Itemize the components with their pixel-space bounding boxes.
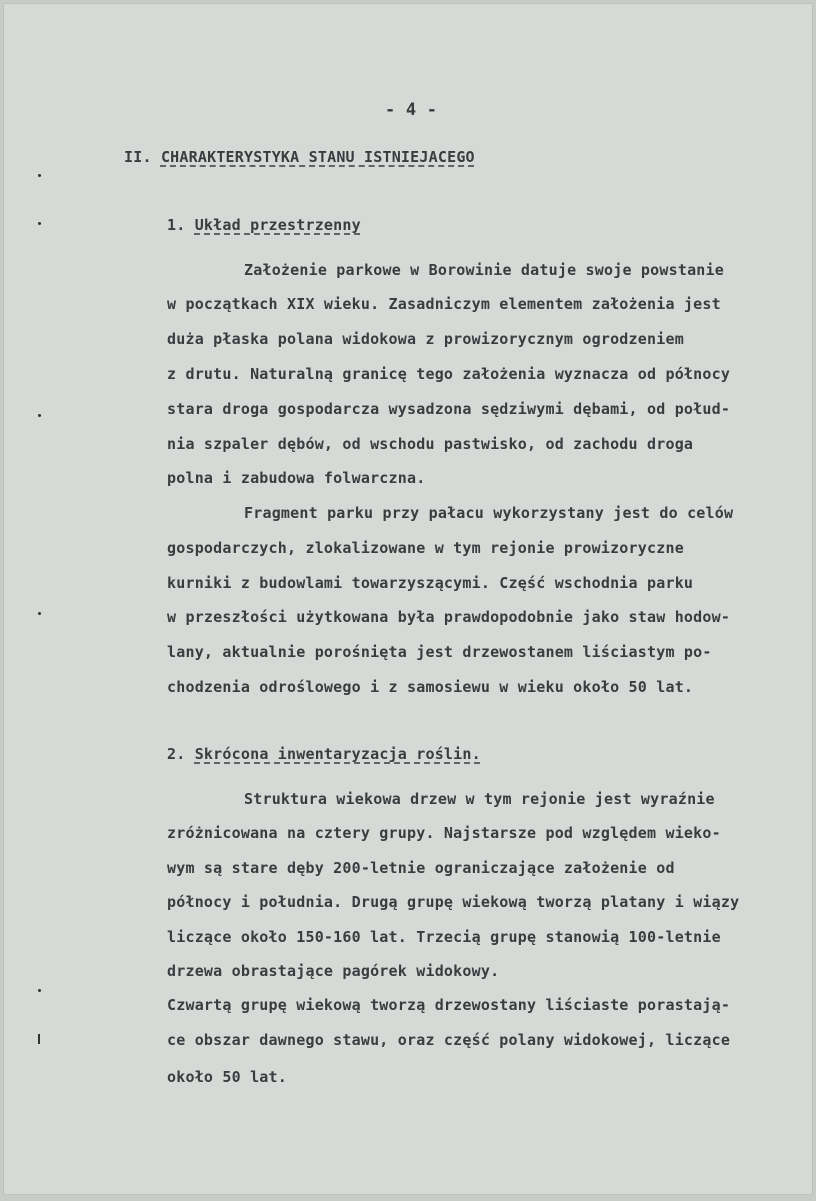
chapter-number: II. [124,148,152,166]
text-line: kurniki z budowlami towarzyszącymi. Część wschodnia parku [167,574,694,592]
text-line: w początkach XIX wieku. Zasadniczym elementem założenia jest [167,295,721,313]
section-2-number: 2. [167,745,186,763]
chapter-heading [124,148,475,166]
text-line: stara droga gospodarcza wysadzona sędziwymi dębami, od połud- [167,400,731,418]
chapter-title: CHARAKTERYSTYKA STANU ISTNIEJACEGO [160,148,475,166]
text-line: zróżnicowana na cztery grupy. Najstarsze pod względem wieko- [167,824,721,842]
text-line: północy i południa. Drugą grupę wiekową tworzą platany i wiązy [167,893,740,911]
section-2-heading [167,745,481,763]
text-line: liczące około 150-160 lat. Trzecią grupę stanowią 100-letnie [167,928,721,946]
section-1-title: Układ przestrzenny [194,216,361,234]
text-line: gospodarczych, zlokalizowane w tym rejonie prowizoryczne [167,539,684,557]
page-number: - 4 - [385,100,438,120]
margin-mark [38,414,41,417]
text-line: Fragment parku przy pałacu wykorzystany jest do celów [244,504,734,522]
margin-mark [38,612,41,615]
text-line: Założenie parkowe w Borowinie datuje swoje powstanie [244,261,724,279]
text-line: nia szpaler dębów, od wschodu pastwisko, od zachodu droga [167,435,694,453]
text-line: chodzenia odroślowego i z samosiewu w wieku około 50 lat. [167,678,694,696]
text-line: z drutu. Naturalną granicę tego założenia wyznacza od północy [167,365,731,383]
section-2-title: Skrócona inwentaryzacja roślin. [194,745,481,763]
margin-mark [38,222,41,225]
text-line: lany, aktualnie porośnięta jest drzewostanem liściastym po- [167,643,712,661]
text-line: w przeszłości użytkowana była prawdopodobnie jako staw hodow- [167,608,731,626]
text-line: około 50 lat. [167,1068,287,1086]
text-line: ce obszar dawnego stawu, oraz część polany widokowej, liczące [167,1031,731,1049]
text-line: polna i zabudowa folwarczna. [167,469,426,487]
text-line: Struktura wiekowa drzew w tym rejonie jest wyraźnie [244,790,715,808]
text-line: Czwartą grupę wiekową tworzą drzewostany liściaste porastają- [167,996,731,1014]
margin-mark [38,1034,40,1044]
text-line: drzewa obrastające pagórek widokowy. [167,962,500,980]
section-1-number: 1. [167,216,186,234]
document-page [3,3,813,1195]
margin-mark [38,174,41,177]
text-line: wym są stare dęby 200-letnie ograniczające założenie od [167,859,675,877]
margin-mark [38,989,41,992]
section-1-heading [167,216,361,234]
text-line: duża płaska polana widokowa z prowizorycznym ogrodzeniem [167,330,684,348]
